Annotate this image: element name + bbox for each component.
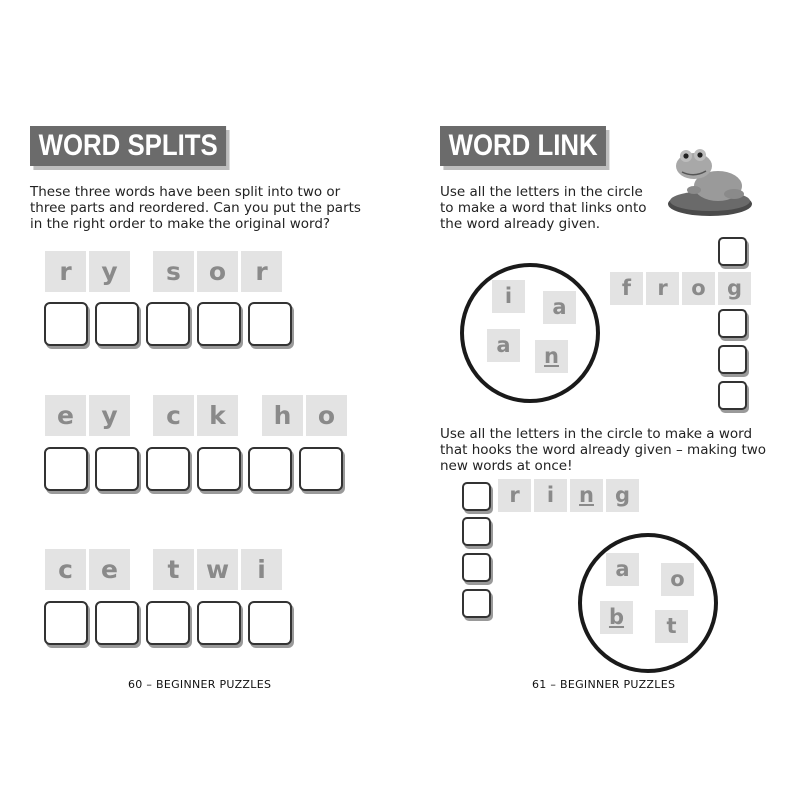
circle-letter-tile: b	[600, 601, 633, 634]
circle-letter-tile: i	[492, 280, 525, 313]
given-letter-tile: g	[718, 272, 751, 305]
letter-tile: s	[153, 251, 194, 292]
circle-letter-tile: a	[487, 329, 520, 362]
answer-box[interactable]	[718, 309, 747, 338]
word-link-title: WORD LINK	[440, 126, 606, 166]
word-splits-instructions: These three words have been split into two or three parts and reordered. Can you put the parts in the right order to make the original word?	[30, 184, 361, 232]
frog-on-lily-pad-icon	[660, 138, 760, 220]
circle-letter-tile: t	[655, 610, 688, 643]
answer-box[interactable]	[248, 302, 292, 346]
answer-box[interactable]	[462, 553, 491, 582]
circle-letter-tile: n	[535, 340, 568, 373]
answer-box[interactable]	[462, 482, 491, 511]
answer-box[interactable]	[146, 447, 190, 491]
letter-tile: h	[262, 395, 303, 436]
given-letter-tile: f	[610, 272, 643, 305]
page-number-right: 61 – BEGINNER PUZZLES	[532, 678, 676, 691]
letter-tile: y	[89, 251, 130, 292]
letter-tile: o	[197, 251, 238, 292]
circle-letter-tile: a	[606, 553, 639, 586]
answer-box[interactable]	[197, 302, 241, 346]
answer-box[interactable]	[462, 517, 491, 546]
given-letter-tile: n	[570, 479, 603, 512]
answer-box[interactable]	[146, 601, 190, 645]
given-letter-tile: g	[606, 479, 639, 512]
answer-box[interactable]	[95, 601, 139, 645]
page-number-left: 60 – BEGINNER PUZZLES	[128, 678, 272, 691]
letter-tile: t	[153, 549, 194, 590]
letter-tile: r	[45, 251, 86, 292]
answer-box[interactable]	[197, 447, 241, 491]
letter-tile: e	[89, 549, 130, 590]
letter-tile: c	[45, 549, 86, 590]
answer-box[interactable]	[718, 381, 747, 410]
letter-tile: y	[89, 395, 130, 436]
given-letter-tile: o	[682, 272, 715, 305]
letter-tile: c	[153, 395, 194, 436]
answer-box[interactable]	[95, 447, 139, 491]
letter-tile: i	[241, 549, 282, 590]
answer-box[interactable]	[462, 589, 491, 618]
answer-box[interactable]	[44, 447, 88, 491]
answer-box[interactable]	[146, 302, 190, 346]
answer-box[interactable]	[299, 447, 343, 491]
circle-letter-tile: a	[543, 291, 576, 324]
letter-circle-2	[578, 533, 718, 673]
letter-circle-1	[460, 263, 600, 403]
letter-tile: e	[45, 395, 86, 436]
letter-tile: r	[241, 251, 282, 292]
word-link-instructions-1: Use all the letters in the circle to make a word that links onto the word already given.	[440, 184, 647, 232]
letter-tile: k	[197, 395, 238, 436]
answer-box[interactable]	[44, 302, 88, 346]
answer-box[interactable]	[248, 601, 292, 645]
answer-box[interactable]	[248, 447, 292, 491]
letter-tile: o	[306, 395, 347, 436]
answer-box[interactable]	[197, 601, 241, 645]
answer-box[interactable]	[44, 601, 88, 645]
given-letter-tile: r	[498, 479, 531, 512]
circle-letter-tile: o	[661, 563, 694, 596]
word-splits-title: WORD SPLITS	[30, 126, 226, 166]
answer-box[interactable]	[718, 237, 747, 266]
given-letter-tile: r	[646, 272, 679, 305]
word-link-instructions-2: Use all the letters in the circle to make a word that hooks the word already given – making two new words at once!	[440, 426, 767, 474]
answer-box[interactable]	[718, 345, 747, 374]
answer-box[interactable]	[95, 302, 139, 346]
given-letter-tile: i	[534, 479, 567, 512]
letter-tile: w	[197, 549, 238, 590]
